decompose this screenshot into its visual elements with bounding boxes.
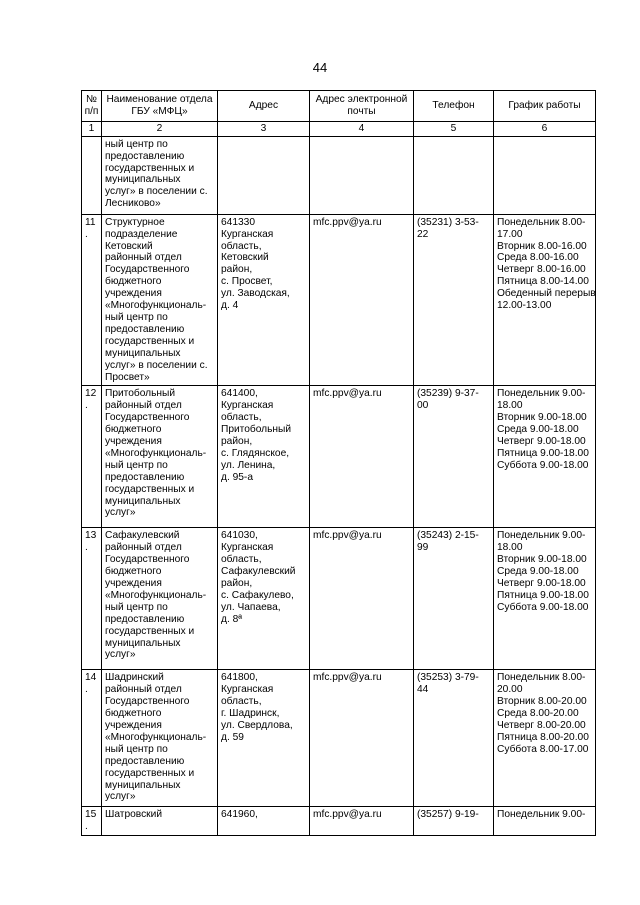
phone bbox=[414, 386, 494, 528]
department-name-line: предоставлению bbox=[105, 613, 185, 625]
work-schedule-line: Пятница 9.00-18.00 bbox=[497, 589, 589, 601]
work-schedule-line: Четверг 8.00-16.00 bbox=[497, 264, 586, 276]
department-name-line: бюджетного bbox=[105, 276, 162, 288]
department-name-line: «Многофункциональ- bbox=[105, 731, 207, 743]
column-number: 6 bbox=[494, 121, 596, 136]
department-name-line: ный центр по bbox=[105, 311, 168, 323]
row-number: 14. bbox=[82, 670, 102, 807]
address-line: 641030, bbox=[221, 530, 258, 542]
address-line: район, bbox=[221, 578, 253, 590]
work-schedule-line: Обеденный перерыв bbox=[497, 288, 596, 300]
address-line: 641960, bbox=[221, 809, 258, 821]
row-number: 13. bbox=[82, 528, 102, 670]
address-line: Кетовский bbox=[221, 252, 269, 264]
address-line: ул. Чапаева, bbox=[221, 601, 281, 613]
phone-line: (35253) 3-79- bbox=[417, 672, 479, 684]
department-name-line: услуг» bbox=[105, 507, 136, 519]
phone-line: (35257) 9-19- bbox=[417, 809, 479, 821]
work-schedule bbox=[494, 528, 596, 670]
phone bbox=[414, 214, 494, 386]
address bbox=[218, 670, 310, 807]
department-name-line: государственных и bbox=[105, 625, 195, 637]
phone-line: 22 bbox=[417, 228, 429, 240]
department-name-line: Просвет» bbox=[105, 371, 150, 383]
department-name-line: предоставлению bbox=[105, 323, 185, 335]
row-number: 11. bbox=[82, 214, 102, 386]
work-schedule bbox=[494, 214, 596, 386]
department-name-line: Государственного bbox=[105, 554, 190, 566]
column-number: 1 bbox=[82, 121, 102, 136]
email: mfc.ppv@ya.ru bbox=[310, 528, 414, 670]
department-name-line: государственных и bbox=[105, 483, 195, 495]
department-name-line: Государственного bbox=[105, 412, 190, 424]
work-schedule bbox=[494, 386, 596, 528]
address-line: Курганская bbox=[221, 400, 274, 412]
work-schedule-line: Четверг 9.00-18.00 bbox=[497, 436, 586, 448]
work-schedule-line: Четверг 8.00-20.00 bbox=[497, 720, 586, 732]
department-name-line: бюджетного bbox=[105, 424, 162, 436]
address bbox=[218, 136, 310, 214]
address-line: ул. Заводская, bbox=[221, 288, 290, 300]
work-schedule-line: Понедельник 8.00- bbox=[497, 216, 586, 228]
work-schedule-line: Среда 9.00-18.00 bbox=[497, 424, 579, 436]
column-numbers-row bbox=[82, 121, 596, 136]
department-name-line: предоставлению bbox=[105, 755, 185, 767]
work-schedule-line: Среда 9.00-18.00 bbox=[497, 566, 579, 578]
address bbox=[218, 528, 310, 670]
phone bbox=[414, 528, 494, 670]
header-schedule: График работы bbox=[494, 91, 596, 122]
work-schedule-line: Среда 8.00-20.00 bbox=[497, 708, 579, 720]
address-line: г. Шадринск, bbox=[221, 708, 280, 720]
address-line: д. 95-а bbox=[221, 471, 253, 483]
department-name-line: бюджетного bbox=[105, 708, 162, 720]
department-name-line: районный отдел bbox=[105, 400, 182, 412]
department-name-line: Шатровский bbox=[105, 809, 163, 821]
department-name-line: муниципальных bbox=[105, 347, 181, 359]
work-schedule-line: Суббота 8.00-17.00 bbox=[497, 743, 589, 755]
work-schedule-line: Вторник 8.00-16.00 bbox=[497, 240, 587, 252]
email: mfc.ppv@ya.ru bbox=[310, 807, 414, 836]
work-schedule-line: 20.00 bbox=[497, 684, 523, 696]
department-name-line: Структурное bbox=[105, 216, 165, 228]
department-name-line: Государственного bbox=[105, 264, 190, 276]
work-schedule bbox=[494, 136, 596, 214]
department-name-line: государственных и bbox=[105, 335, 195, 347]
address-line: Сафакулевский bbox=[221, 566, 296, 578]
mfc-departments-table bbox=[81, 90, 596, 836]
department-name-line: «Многофункциональ- bbox=[105, 300, 207, 312]
department-name-line: районный отдел bbox=[105, 684, 182, 696]
address-line: Курганская bbox=[221, 228, 274, 240]
table-row bbox=[82, 214, 596, 386]
department-name-line: ный центр по bbox=[105, 601, 168, 613]
work-schedule bbox=[494, 807, 596, 836]
header-address: Адрес bbox=[218, 91, 310, 122]
department-name-line: услуг» bbox=[105, 649, 136, 661]
department-name bbox=[102, 670, 218, 807]
email bbox=[310, 136, 414, 214]
table-body bbox=[82, 136, 596, 836]
table-row bbox=[82, 136, 596, 214]
address-line: с. Сафакулево, bbox=[221, 589, 294, 601]
email: mfc.ppv@ya.ru bbox=[310, 386, 414, 528]
work-schedule-line: Суббота 9.00-18.00 bbox=[497, 601, 589, 613]
work-schedule-line: 12.00-13.00 bbox=[497, 300, 552, 312]
address-line: район, bbox=[221, 264, 253, 276]
address-line: Притобольный bbox=[221, 424, 292, 436]
header-name: Наименование отдела ГБУ «МФЦ» bbox=[102, 91, 218, 122]
department-name-line: Лесниково» bbox=[105, 198, 161, 210]
department-name-line: «Многофункциональ- bbox=[105, 589, 207, 601]
phone-line: 99 bbox=[417, 542, 429, 554]
department-name-line: муниципальных bbox=[105, 495, 181, 507]
department-name bbox=[102, 528, 218, 670]
column-number: 2 bbox=[102, 121, 218, 136]
row-number bbox=[82, 136, 102, 214]
address-line: область, bbox=[221, 240, 262, 252]
work-schedule-line: Пятница 9.00-18.00 bbox=[497, 447, 589, 459]
department-name-line: муниципальных bbox=[105, 637, 181, 649]
department-name-line: учреждения bbox=[105, 578, 162, 590]
address-line: д. 4 bbox=[221, 300, 239, 312]
address-line: д. 59 bbox=[221, 731, 244, 743]
work-schedule-line: Пятница 8.00-14.00 bbox=[497, 276, 589, 288]
department-name-line: районный отдел bbox=[105, 252, 182, 264]
table-row bbox=[82, 807, 596, 836]
department-name bbox=[102, 136, 218, 214]
address-line: с. Просвет, bbox=[221, 276, 273, 288]
table-row bbox=[82, 670, 596, 807]
work-schedule-line: Среда 8.00-16.00 bbox=[497, 252, 579, 264]
address-line: Курганская bbox=[221, 684, 274, 696]
table-row bbox=[82, 528, 596, 670]
department-name-line: услуг» в поселении с. bbox=[105, 186, 208, 198]
department-name-line: муниципальных bbox=[105, 174, 181, 186]
department-name-line: бюджетного bbox=[105, 566, 162, 578]
address-line: ул. Свердлова, bbox=[221, 720, 293, 732]
address-line: область, bbox=[221, 412, 262, 424]
department-name-line: муниципальных bbox=[105, 779, 181, 791]
department-name-line: Государственного bbox=[105, 696, 190, 708]
department-name-line: государственных и bbox=[105, 162, 195, 174]
department-name bbox=[102, 807, 218, 836]
work-schedule-line: Вторник 9.00-18.00 bbox=[497, 554, 587, 566]
work-schedule-line: Вторник 8.00-20.00 bbox=[497, 696, 587, 708]
department-name-line: государственных и bbox=[105, 767, 195, 779]
work-schedule-line: Понедельник 9.00- bbox=[497, 809, 586, 821]
phone-line: (35243) 2-15- bbox=[417, 530, 479, 542]
phone bbox=[414, 136, 494, 214]
department-name-line: Притобольный bbox=[105, 388, 176, 400]
address bbox=[218, 807, 310, 836]
department-name-line: подразделение bbox=[105, 228, 178, 240]
address-line: 641800, bbox=[221, 672, 258, 684]
work-schedule-line: Суббота 9.00-18.00 bbox=[497, 459, 589, 471]
address-line: 641400, bbox=[221, 388, 258, 400]
department-name-line: предоставлению bbox=[105, 150, 185, 162]
department-name-line: ный центр по bbox=[105, 138, 168, 150]
department-name-line: предоставлению bbox=[105, 471, 185, 483]
email: mfc.ppv@ya.ru bbox=[310, 214, 414, 386]
address bbox=[218, 386, 310, 528]
address-line: район, bbox=[221, 436, 253, 448]
department-name bbox=[102, 214, 218, 386]
work-schedule-line: Понедельник 9.00- bbox=[497, 388, 586, 400]
page-number: 44 bbox=[312, 60, 328, 75]
column-number: 3 bbox=[218, 121, 310, 136]
header-num: № п/п bbox=[82, 91, 102, 122]
department-name-line: учреждения bbox=[105, 436, 162, 448]
phone-line: 00 bbox=[417, 400, 429, 412]
address-line: 641330 bbox=[221, 216, 255, 228]
department-name-line: Кетовский bbox=[105, 240, 153, 252]
address-line: Курганская bbox=[221, 542, 274, 554]
work-schedule bbox=[494, 670, 596, 807]
phone bbox=[414, 670, 494, 807]
phone-line: (35231) 3-53- bbox=[417, 216, 479, 228]
phone bbox=[414, 807, 494, 836]
phone-line: (35239) 9-37- bbox=[417, 388, 479, 400]
department-name bbox=[102, 386, 218, 528]
department-name-line: Сафакулевский bbox=[105, 530, 180, 542]
work-schedule-line: Четверг 9.00-18.00 bbox=[497, 578, 586, 590]
work-schedule-line: Понедельник 9.00- bbox=[497, 530, 586, 542]
row-number: 15. bbox=[82, 807, 102, 836]
address-line: область, bbox=[221, 696, 262, 708]
work-schedule-line: Пятница 8.00-20.00 bbox=[497, 731, 589, 743]
address-line: область, bbox=[221, 554, 262, 566]
department-name-line: ный центр по bbox=[105, 743, 168, 755]
column-number: 5 bbox=[414, 121, 494, 136]
work-schedule-line: Вторник 9.00-18.00 bbox=[497, 412, 587, 424]
address-line: д. 8ª bbox=[221, 613, 243, 625]
department-name-line: учреждения bbox=[105, 720, 162, 732]
work-schedule-line: 18.00 bbox=[497, 542, 523, 554]
department-name-line: Шадринский bbox=[105, 672, 164, 684]
department-name-line: ный центр по bbox=[105, 459, 168, 471]
email: mfc.ppv@ya.ru bbox=[310, 670, 414, 807]
department-name-line: услуг» в поселении с. bbox=[105, 359, 208, 371]
work-schedule-line: Понедельник 8.00- bbox=[497, 672, 586, 684]
department-name-line: районный отдел bbox=[105, 542, 182, 554]
work-schedule-line: 18.00 bbox=[497, 400, 523, 412]
address bbox=[218, 214, 310, 386]
header-phone: Телефон bbox=[414, 91, 494, 122]
address-line: ул. Ленина, bbox=[221, 459, 276, 471]
header-email: Адрес электронной почты bbox=[310, 91, 414, 122]
row-number: 12. bbox=[82, 386, 102, 528]
department-name-line: «Многофункциональ- bbox=[105, 447, 207, 459]
address-line: с. Глядянское, bbox=[221, 447, 290, 459]
work-schedule-line: 17.00 bbox=[497, 228, 523, 240]
department-name-line: услуг» bbox=[105, 791, 136, 803]
department-name-line: учреждения bbox=[105, 288, 162, 300]
phone-line: 44 bbox=[417, 684, 429, 696]
table-row bbox=[82, 386, 596, 528]
column-number: 4 bbox=[310, 121, 414, 136]
table-header bbox=[82, 91, 596, 137]
